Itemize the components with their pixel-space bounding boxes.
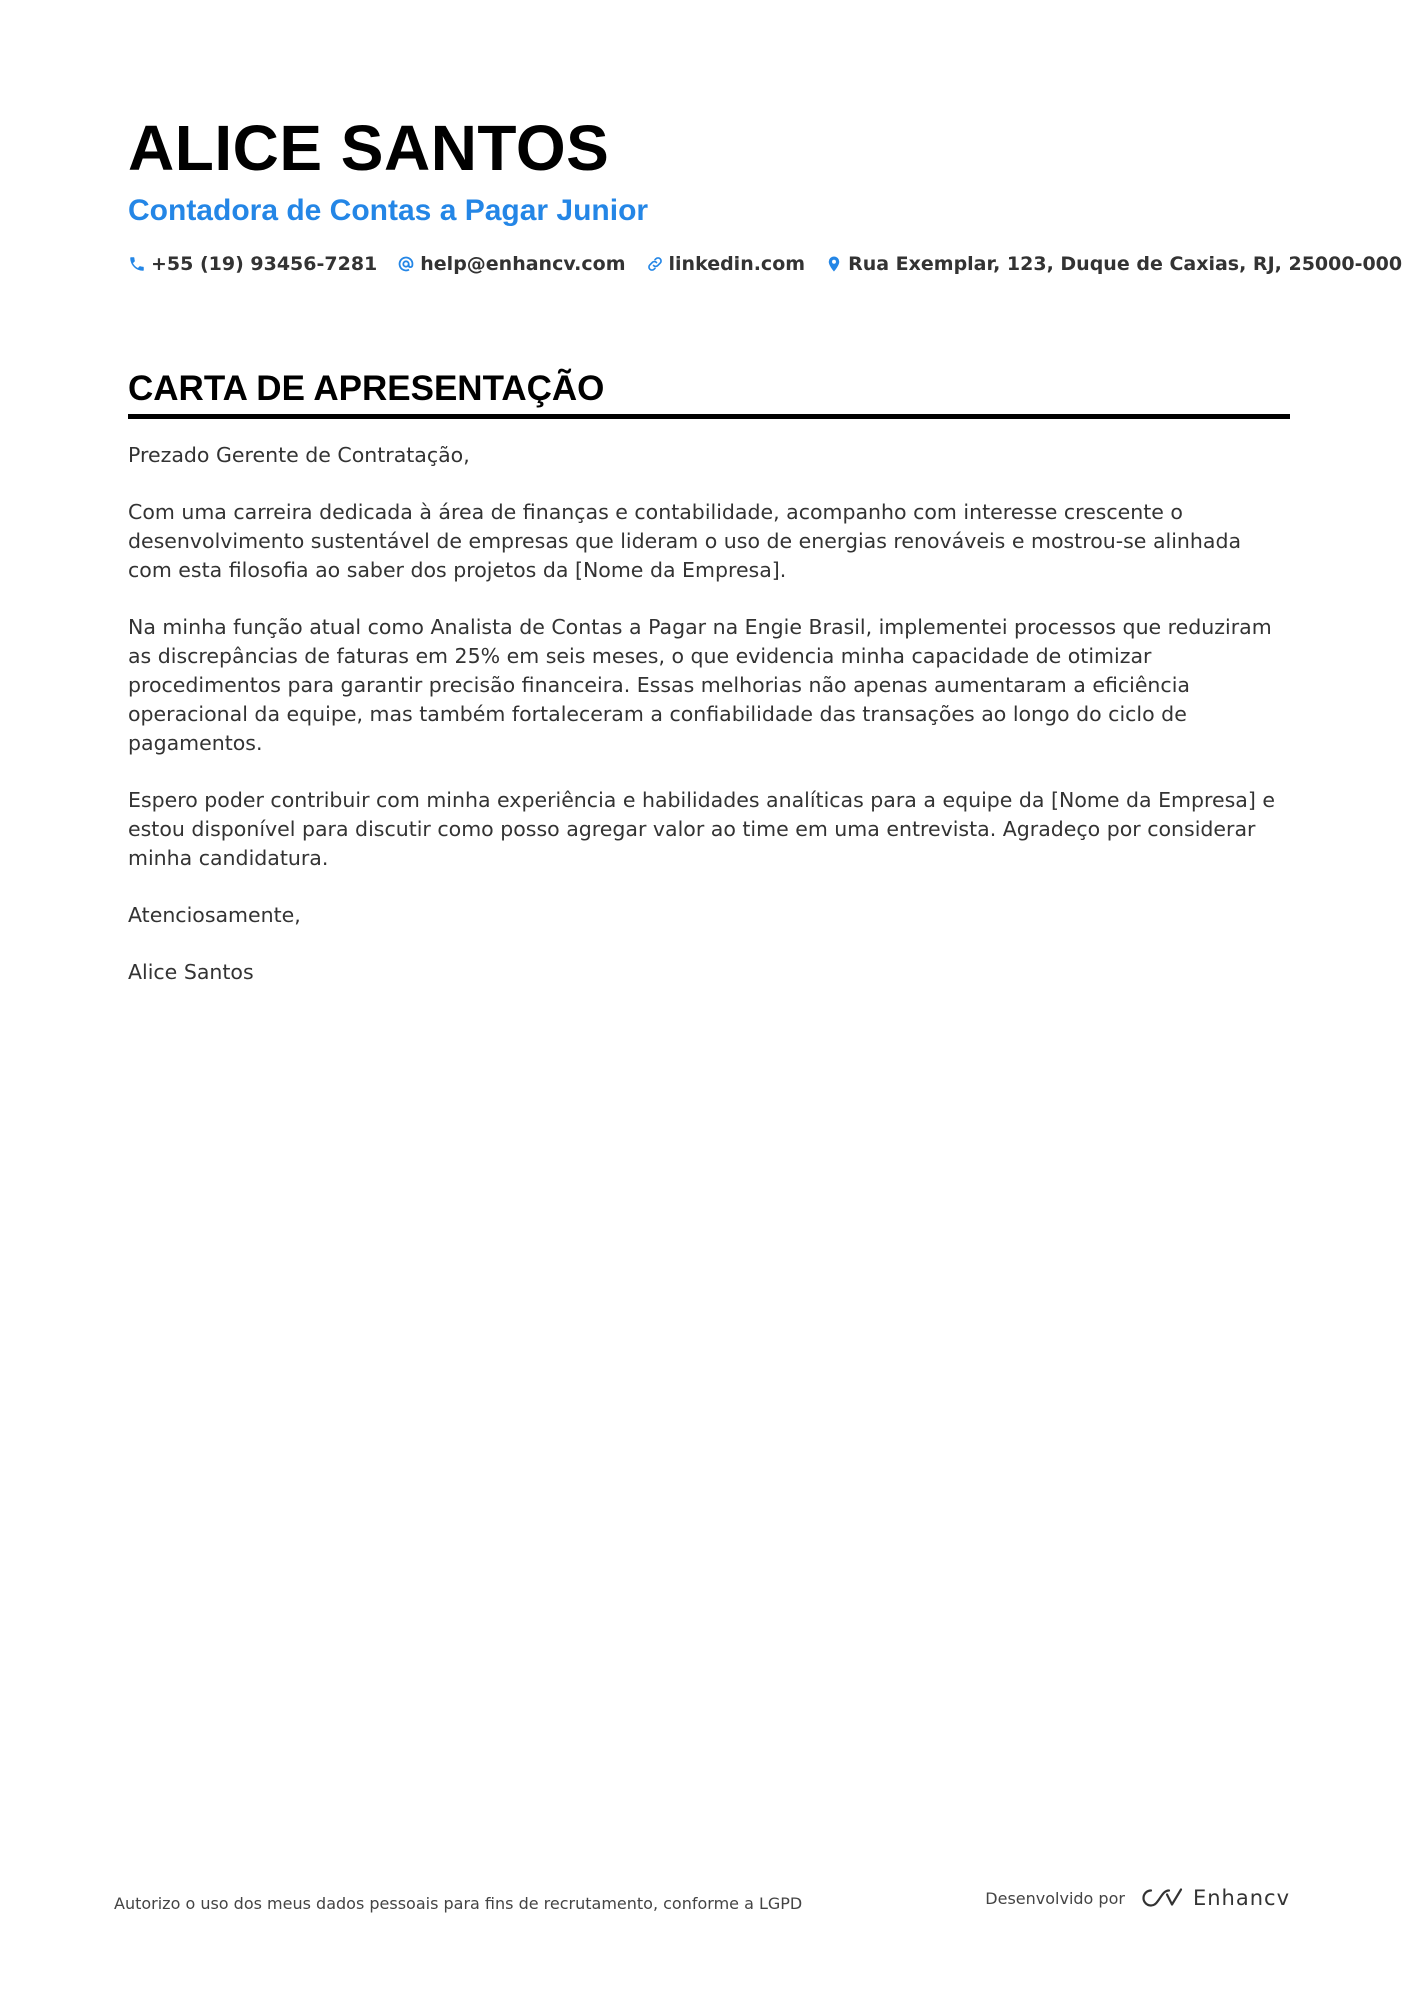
- enhancv-logo-icon: [1137, 1885, 1185, 1911]
- phone-icon: [128, 255, 146, 273]
- letter-paragraph: Com uma carreira dedicada à área de finanças e contabilidade, acompanho com interesse crescente o desenvolvimento sustentável de empresas que lideram o uso de energias renováveis e mostrou-se alinhada com esta filosofia ao saber dos projetos da [Nome da Empresa].: [128, 500, 1242, 582]
- job-title: Contadora de Contas a Pagar Junior: [128, 194, 649, 227]
- contact-address: [825, 252, 1402, 276]
- powered-by[interactable]: [985, 1885, 1290, 1911]
- enhancv-logo[interactable]: [1137, 1885, 1290, 1911]
- phone-text: +55 (19) 93456-7281: [151, 253, 378, 275]
- powered-by-label: Desenvolvido por: [985, 1888, 1125, 1908]
- candidate-name: ALICE SANTOS: [128, 112, 610, 184]
- letter-paragraph: Na minha função atual como Analista de Contas a Pagar na Engie Brasil, implementei processos que reduziram as discrepâncias de faturas em 25% em seis meses, o que evidencia minha capacidade de otimizar procedimentos para garantir precisão financeira. Essas melhorias não apenas aumentaram a eficiência operacional da equipe, mas também fortaleceram a confiabilidade das transações ao longo do ciclo de pagamentos.: [128, 615, 1272, 755]
- enhancv-brand: Enhancv: [1192, 1886, 1290, 1910]
- resume-header: [128, 110, 1403, 276]
- address-text: Rua Exemplar, 123, Duque de Caxias, RJ, 25000-000: [848, 253, 1403, 275]
- contact-bar: [128, 252, 1403, 276]
- lgpd-consent-text: Autorizo o uso dos meus dados pessoais para fins de recrutamento, conforme a LGPD: [114, 1894, 803, 1913]
- letter-paragraph: Espero poder contribuir com minha experiência e habilidades analíticas para a equipe da [Nome da Empresa] e estou disponível para discutir como posso agregar valor ao time em uma entrevista. Agradeço por considerar minha candidatura.: [128, 788, 1275, 870]
- link-icon: [646, 255, 664, 273]
- letter-closing: Atenciosamente,: [128, 903, 301, 927]
- at-icon: [397, 255, 415, 273]
- letter-signature: Alice Santos: [128, 960, 254, 984]
- letter-greeting: Prezado Gerente de Contratação,: [128, 443, 470, 467]
- email-link[interactable]: help@enhancv.com: [420, 253, 626, 275]
- linkedin-link[interactable]: linkedin.com: [668, 253, 806, 275]
- cover-letter-section: [128, 368, 1290, 1015]
- contact-email[interactable]: [397, 252, 625, 276]
- letter-body: [128, 441, 1290, 987]
- contact-linkedin[interactable]: [646, 252, 806, 276]
- section-title: CARTA DE APRESENTAÇÃO: [128, 369, 605, 408]
- page-footer: [114, 1885, 1290, 1925]
- section-divider: [128, 414, 1290, 419]
- contact-phone: [128, 252, 377, 276]
- map-pin-icon: [825, 255, 843, 273]
